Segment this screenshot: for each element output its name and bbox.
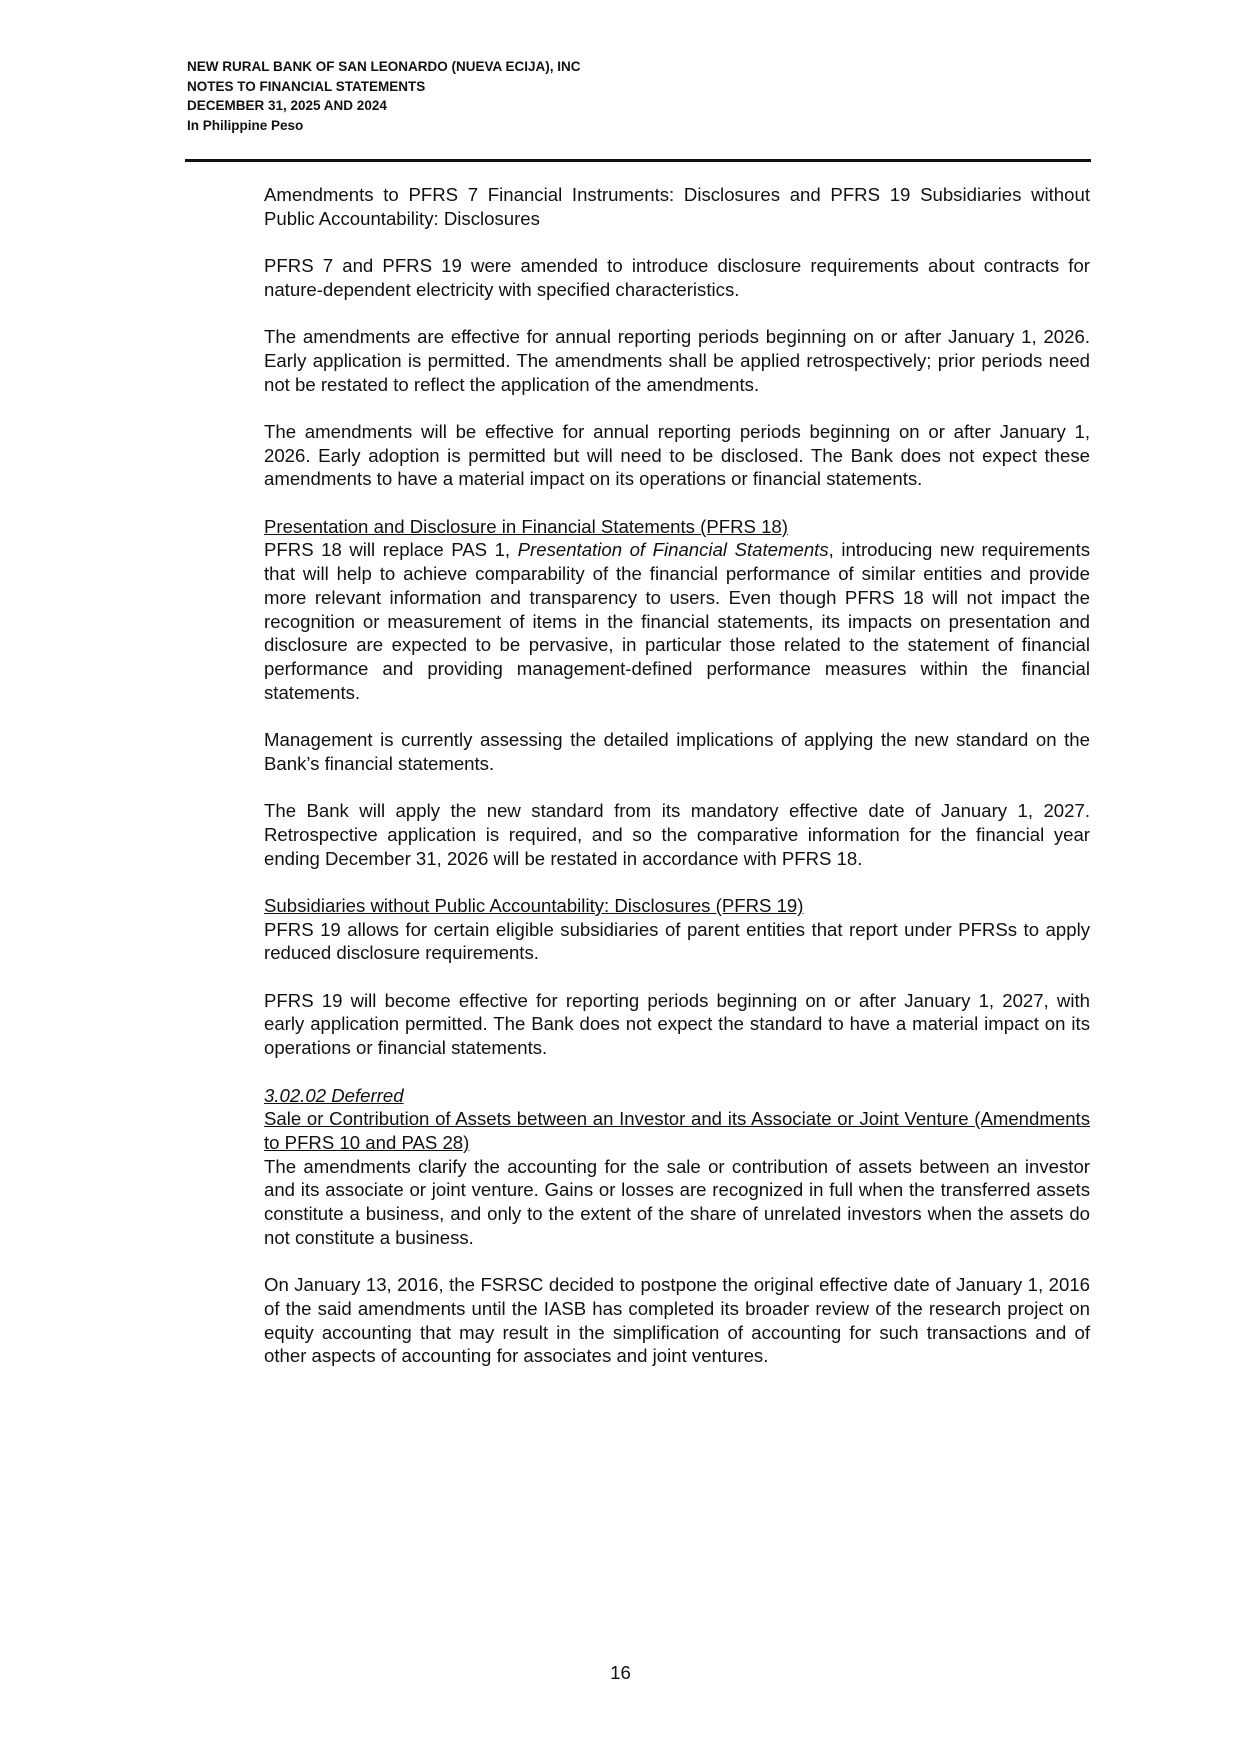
section-heading-text: Sale or Contribution of Assets between an Investor and its Associate or Joint Venture (Amendments to PFRS 10 and PAS 28) [264, 1108, 1090, 1153]
header-divider [185, 159, 1091, 162]
text-run: PFRS 18 will replace PAS 1, [264, 539, 518, 561]
paragraph: On January 13, 2016, the FSRSC decided to postpone the original effective date of January 1, 2016 of the said amendments until the IASB has completed its broader review of the research project on equity accounting that may result in the simplification of accounting for such transactions and of other aspects of accounting for associates and joint ventures. [264, 1274, 1090, 1367]
section-heading-text: 3.02.02 Deferred [264, 1084, 404, 1106]
amendments-pfrs7-pfrs19-title: Amendments to PFRS 7 Financial Instruments: Disclosures and PFRS 19 Subsidiaries without Public Accountability: Disclosures [264, 184, 1090, 229]
bank-name: NEW RURAL BANK OF SAN LEONARDO (NUEVA ECIJA), INC [187, 59, 581, 74]
paragraph: PFRS 19 will become effective for reporting periods beginning on or after January 1, 2027, with early application permitted. The Bank does not expect the standard to have a material impact on its operations or financial statements. [264, 989, 1090, 1059]
currency-note: In Philippine Peso [187, 117, 304, 133]
section-heading-text: Presentation and Disclosure in Financial Statements (PFRS 18) [264, 515, 788, 537]
text-run: , introducing new requirements that will help to achieve comparability of the financial performance of similar entities and provide more relevant information and transparency to users. Even though PFRS 18 will not impact the recognition or measurement of items in the financial statements, its impacts on presentation and disclosure are expected to be pervasive, in particular those related to the statement of financial performance and providing management-defined performance measures within the financial statements. [264, 539, 1090, 703]
section-heading-sale-contribution [264, 1107, 1090, 1154]
section-heading-text: Subsidiaries without Public Accountability: Disclosures (PFRS 19) [264, 894, 804, 916]
document-body [264, 183, 1090, 1392]
paragraph: The Bank will apply the new standard from its mandatory effective date of January 1, 2027. Retrospective application is required, and so the comparative information for the financial year ending December 31, 2026 will be restated in accordance with PFRS 18. [264, 800, 1090, 869]
document-header [187, 57, 581, 135]
paragraph [264, 538, 1090, 704]
page-number: 16 [610, 1662, 631, 1683]
italic-title: Presentation of Financial Statements [517, 539, 829, 561]
paragraph: The amendments clarify the accounting for the sale or contribution of assets between an investor and its associate or joint venture. Gains or losses are recognized in full when the transferred assets constitute a business, and only to the extent of the share of unrelated investors when the assets do not constitute a business. [264, 1155, 1090, 1248]
paragraph: PFRS 7 and PFRS 19 were amended to introduce disclosure requirements about contracts for nature-dependent electricity with specified characteristics. [264, 255, 1090, 300]
section-heading-pfrs19 [264, 894, 1090, 918]
statement-period: DECEMBER 31, 2025 AND 2024 [187, 98, 387, 113]
paragraph: The amendments are effective for annual reporting periods beginning on or after January 1, 2026. Early application is permitted. The amendments shall be applied retrospectively; prior periods need not be restated to reflect the application of the amendments. [264, 326, 1090, 395]
paragraph: The amendments will be effective for annual reporting periods beginning on or after January 1, 2026. Early adoption is permitted but will need to be disclosed. The Bank does not expect these amendments to have a material impact on its operations or financial statements. [264, 420, 1090, 490]
section-heading-pfrs18 [264, 515, 1090, 539]
paragraph: PFRS 19 allows for certain eligible subsidiaries of parent entities that report under PFRSs to apply reduced disclosure requirements. [264, 918, 1090, 964]
statement-title: NOTES TO FINANCIAL STATEMENTS [187, 78, 426, 94]
paragraph: Management is currently assessing the detailed implications of applying the new standard on the Bank’s financial statements. [264, 729, 1090, 774]
section-heading-deferred [264, 1084, 1090, 1108]
